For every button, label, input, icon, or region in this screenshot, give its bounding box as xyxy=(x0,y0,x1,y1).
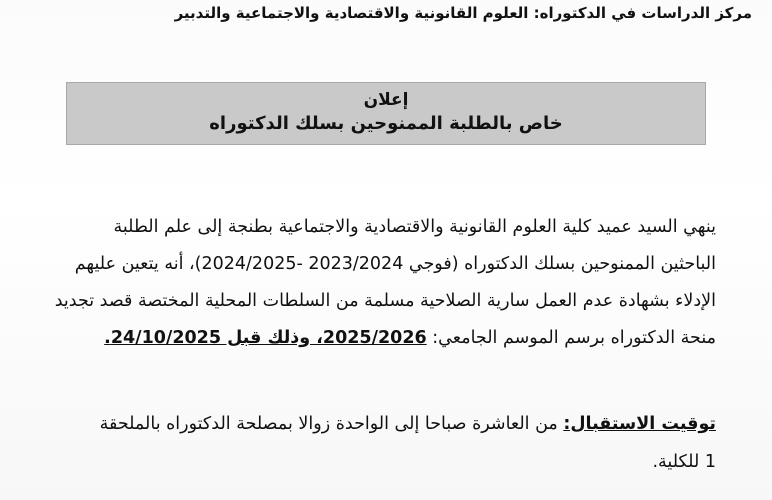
announcement-body xyxy=(54,209,716,357)
body-line-4-prefix: منحة الدكتوراه برسم الموسم الجامعي: xyxy=(426,328,716,348)
reception-line-1 xyxy=(100,406,716,444)
announcement-subtitle: خاص بالطلبة الممنوحين بسلك الدكتوراه xyxy=(209,113,563,134)
reception-hours xyxy=(100,406,716,482)
body-line-4 xyxy=(60,320,716,357)
deadline-date: ، وذلك قبل 24/10/2025. xyxy=(104,328,323,348)
doctoral-center-header: مركز الدراسات في الدكتوراه: العلوم القانونية والاقتصادية والاجتماعية والتدبير xyxy=(174,4,752,22)
body-line-3: الإدلاء بشهادة عدم العمل سارية الصلاحية مسلمة من السلطات المحلية المختصة قصد تجديد xyxy=(54,291,716,311)
reception-label: توقيت الاستقبال: xyxy=(563,414,716,434)
body-line-2: الباحثين الممنوحين بسلك الدكتوراه (فوجي 2023/2024 -2024/2025)، أنه يتعين عليهم xyxy=(74,254,716,274)
body-line-1: ينهي السيد عميد كلية العلوم القانونية والاقتصادية والاجتماعية بطنجة إلى علم الطلبة xyxy=(113,217,716,237)
reception-text: من العاشرة صباحا إلى الواحدة زوالا بمصلحة الدكتوراه بالملحقة xyxy=(99,414,564,434)
announcement-title: إعلان xyxy=(363,90,409,110)
reception-line-2: 1 للكلية. xyxy=(652,452,716,472)
academic-season: 2025/2026 xyxy=(322,328,427,348)
announcement-banner xyxy=(66,82,706,145)
